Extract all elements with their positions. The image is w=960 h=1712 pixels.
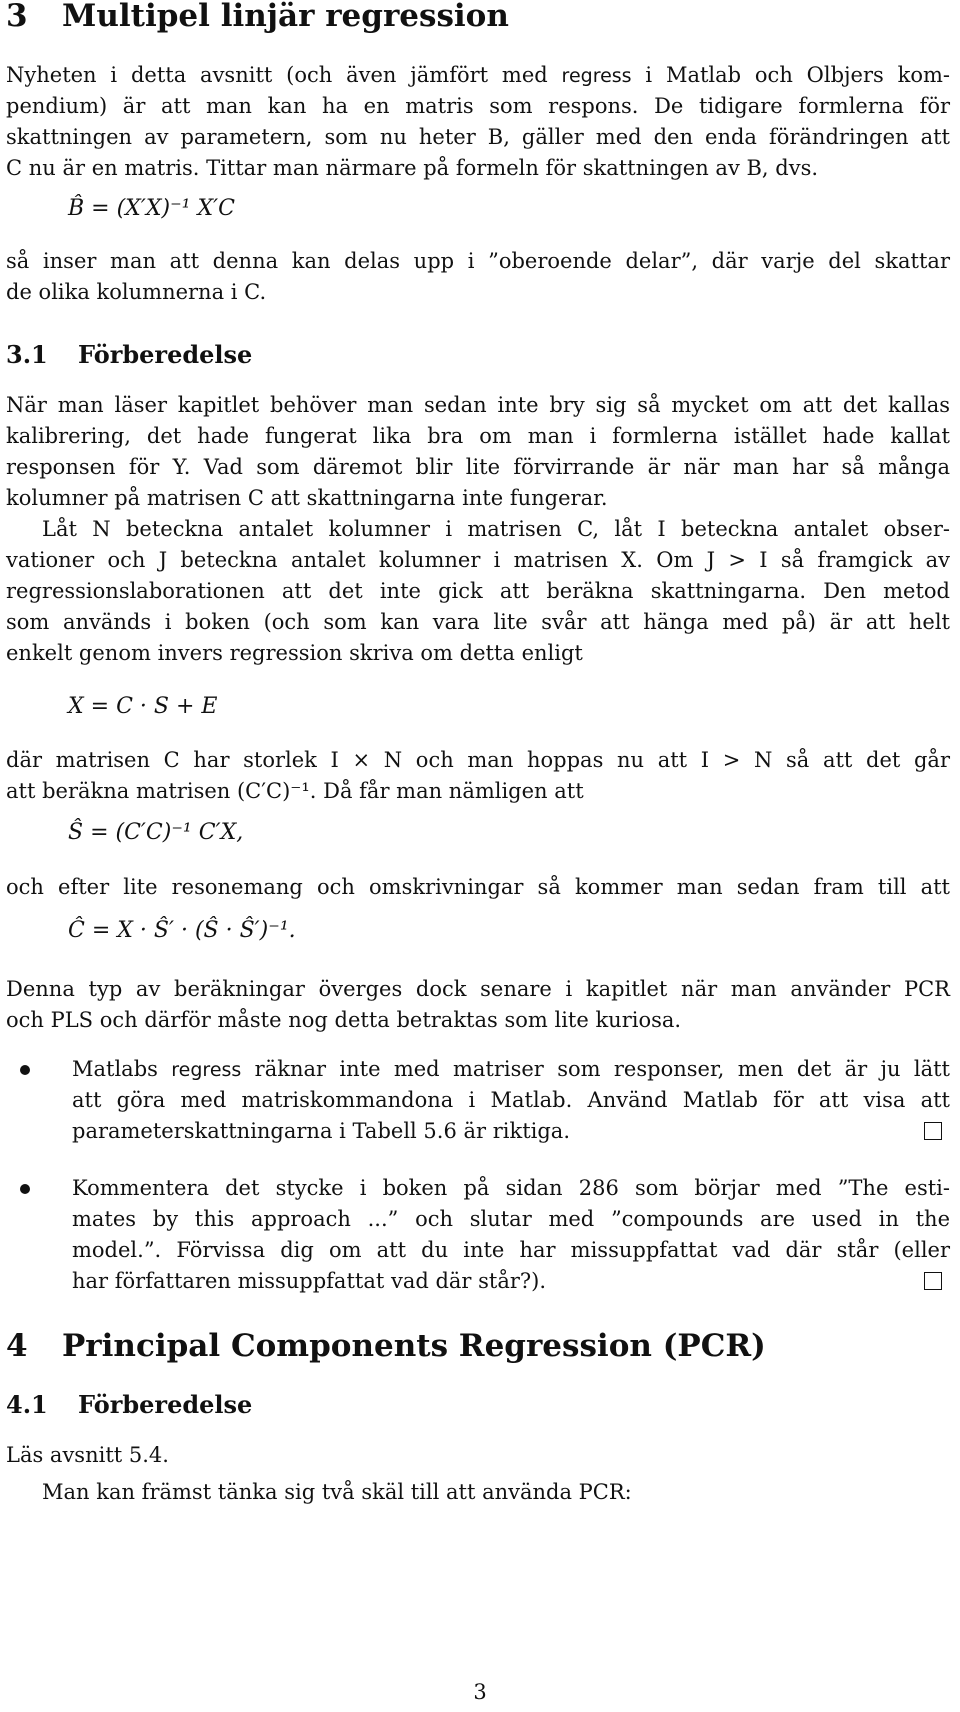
equation-s-hat: Ŝ = (C′C)⁻¹ C′X, (68, 820, 244, 845)
paragraph-line: och PLS och därför måste nog detta betraktas som lite kuriosa. (6, 1008, 682, 1032)
section-number: 3 (6, 0, 28, 34)
paragraph-line: Kommentera det stycke i boken på sidan 286 som börjar med ”The esti- (72, 1176, 950, 1200)
paragraph-line: har författaren missuppfattat vad där står?). (72, 1269, 547, 1293)
bullet-marker (20, 1184, 30, 1194)
paragraph-line: Läs avsnitt 5.4. (6, 1443, 169, 1467)
bullet-marker (20, 1065, 30, 1075)
paragraph-line: och efter lite resonemang och omskrivningar så kommer man sedan fram till att (6, 875, 950, 899)
paragraph-line: vationer och J beteckna antalet kolumner i matrisen X. Om J > I så framgick av (6, 548, 950, 572)
paragraph-line: parameterskattningarna i Tabell 5.6 är riktiga. (72, 1119, 571, 1143)
paragraph-line: pendium) är att man kan ha en matris som respons. De tidigare formlerna för (6, 94, 950, 118)
paragraph-line: regressionslaborationen att det inte gick att beräkna skattningarna. Den metod (6, 579, 950, 603)
end-of-exercise-square-icon (924, 1272, 942, 1290)
paragraph-line: När man läser kapitlet behöver man sedan inte bry sig så mycket om att det kallas (6, 393, 950, 417)
section-title: Förberedelse (78, 340, 253, 369)
page-number: 3 (473, 1680, 487, 1704)
section-3-heading (6, 0, 509, 36)
section-number: 4.1 (6, 1390, 48, 1419)
equation-b-hat: B̂ = (X′X)⁻¹ X′C (68, 196, 235, 221)
paragraph-line: kolumner på matrisen C att skattningarna inte fungerar. (6, 486, 608, 510)
code-regress: regress (561, 65, 632, 87)
paragraph-line: C nu är en matris. Tittar man närmare på formeln för skattningen av B, dvs. (6, 156, 819, 180)
equation-x-model: X = C · S + E (68, 694, 218, 719)
paragraph-line: Denna typ av beräkningar överges dock senare i kapitlet när man använder PCR (6, 977, 950, 1001)
paragraph-line: där matrisen C har storlek I × N och man hoppas nu att I > N så att det går (6, 748, 950, 772)
paragraph-line: responsen för Y. Vad som däremot blir lite förvirrande är när man har så många (6, 455, 950, 479)
section-3-1-heading (6, 338, 252, 372)
paragraph-line: Låt N beteckna antalet kolumner i matrisen C, låt I beteckna antalet obser- (42, 517, 950, 541)
paragraph-line: att göra med matriskommandona i Matlab. Använd Matlab för att visa att (72, 1088, 950, 1112)
section-title: Multipel linjär regression (62, 0, 509, 34)
paragraph-line: Nyheten i detta avsnitt (och även jämfört med regress i Matlab och Olbjers kom- (6, 63, 950, 87)
section-4-heading (6, 1326, 766, 1366)
paragraph-line: de olika kolumnerna i C. (6, 280, 267, 304)
code-regress: regress (171, 1059, 242, 1081)
paragraph-line: skattningen av parametern, som nu heter B, gäller med den enda förändringen att (6, 125, 950, 149)
section-number: 3.1 (6, 340, 48, 369)
paragraph-line: kalibrering, det hade fungerat lika bra om man i formlerna istället hade kallat (6, 424, 950, 448)
section-number: 4 (6, 1328, 28, 1364)
paragraph-line: enkelt genom invers regression skriva om detta enligt (6, 641, 583, 665)
paragraph-line: Matlabs regress räknar inte med matriser som responser, men det är ju lätt (72, 1057, 951, 1081)
section-title: Principal Components Regression (PCR) (62, 1328, 766, 1364)
paragraph-line: som används i boken (och som kan vara lite svår att hänga med på) är att helt (6, 610, 950, 634)
paragraph-line: så inser man att denna kan delas upp i ”oberoende delar”, där varje del skattar (6, 249, 950, 273)
end-of-exercise-square-icon (924, 1122, 942, 1140)
paragraph-line: att beräkna matrisen (C′C)⁻¹. Då får man nämligen att (6, 779, 584, 803)
section-title: Förberedelse (78, 1390, 253, 1419)
paragraph-line: Man kan främst tänka sig två skäl till att använda PCR: (42, 1480, 632, 1504)
paragraph-line: mates by this approach ...” och slutar med ”compounds are used in the (72, 1207, 950, 1231)
paragraph-line: model.”. Förvissa dig om att du inte har missuppfattat vad där står (eller (72, 1238, 950, 1262)
equation-c-hat: Ĉ = X · Ŝ′ · (Ŝ · Ŝ′)⁻¹. (68, 918, 296, 943)
section-4-1-heading (6, 1388, 252, 1422)
